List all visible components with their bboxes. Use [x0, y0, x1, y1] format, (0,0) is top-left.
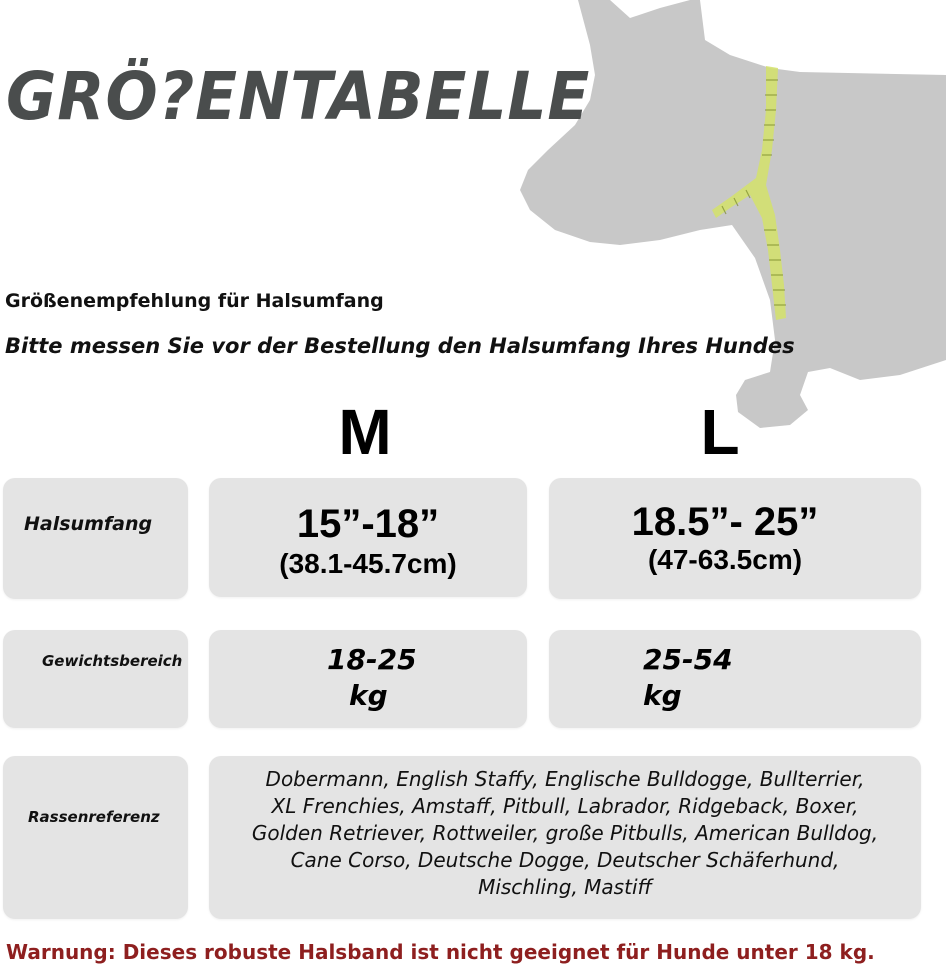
weight-label: Gewichtsbereich — [42, 652, 183, 670]
page-title: GRÖ?ENTABELLE — [6, 58, 591, 135]
breed-line: Golden Retriever, Rottweiler, große Pitbulls, American Bulldog, — [251, 821, 879, 845]
weight-m-value: 18-25 — [327, 643, 417, 676]
breed-line: Cane Corso, Deutsche Dogge, Deutscher Schäferhund, — [290, 848, 840, 872]
size-l-heading: L — [700, 396, 740, 468]
weight-m-unit: kg — [349, 679, 388, 712]
breed-line: XL Frenchies, Amstaff, Pitbull, Labrador, Ridgeback, Boxer, — [271, 794, 859, 818]
weight-l-value: 25-54 — [643, 643, 733, 676]
neck-m-inches: 15”-18” — [296, 502, 440, 546]
warning-text: Warnung: Dieses robuste Halsband ist nicht geeignet für Hunde unter 18 kg. — [6, 940, 875, 964]
breed-label: Rassenreferenz — [28, 808, 160, 826]
weight-l-cell — [549, 630, 921, 728]
neck-l-inches: 18.5”- 25” — [631, 500, 819, 544]
weight-m-cell — [209, 630, 527, 728]
neck-m-cell — [209, 478, 527, 597]
weight-label-cell — [3, 630, 188, 728]
breed-list — [209, 766, 921, 901]
measure-instruction: Bitte messen Sie vor der Bestellung den Halsumfang Ihres Hundes — [5, 334, 795, 358]
size-m-heading: M — [338, 396, 392, 468]
neck-label-cell — [3, 478, 188, 599]
neck-recommendation-heading: Größenempfehlung für Halsumfang — [5, 290, 384, 312]
breed-label-cell — [3, 756, 188, 919]
weight-l-unit: kg — [643, 679, 682, 712]
breed-line: Dobermann, English Staffy, Englische Bulldogge, Bullterrier, — [265, 767, 865, 791]
neck-m-cm: (38.1-45.7cm) — [279, 548, 457, 579]
breed-line: Mischling, Mastiff — [478, 875, 652, 899]
breed-list-cell — [209, 756, 921, 919]
neck-label: Halsumfang — [24, 513, 153, 535]
neck-l-cell — [549, 478, 921, 599]
neck-l-cm: (47-63.5cm) — [647, 544, 803, 575]
